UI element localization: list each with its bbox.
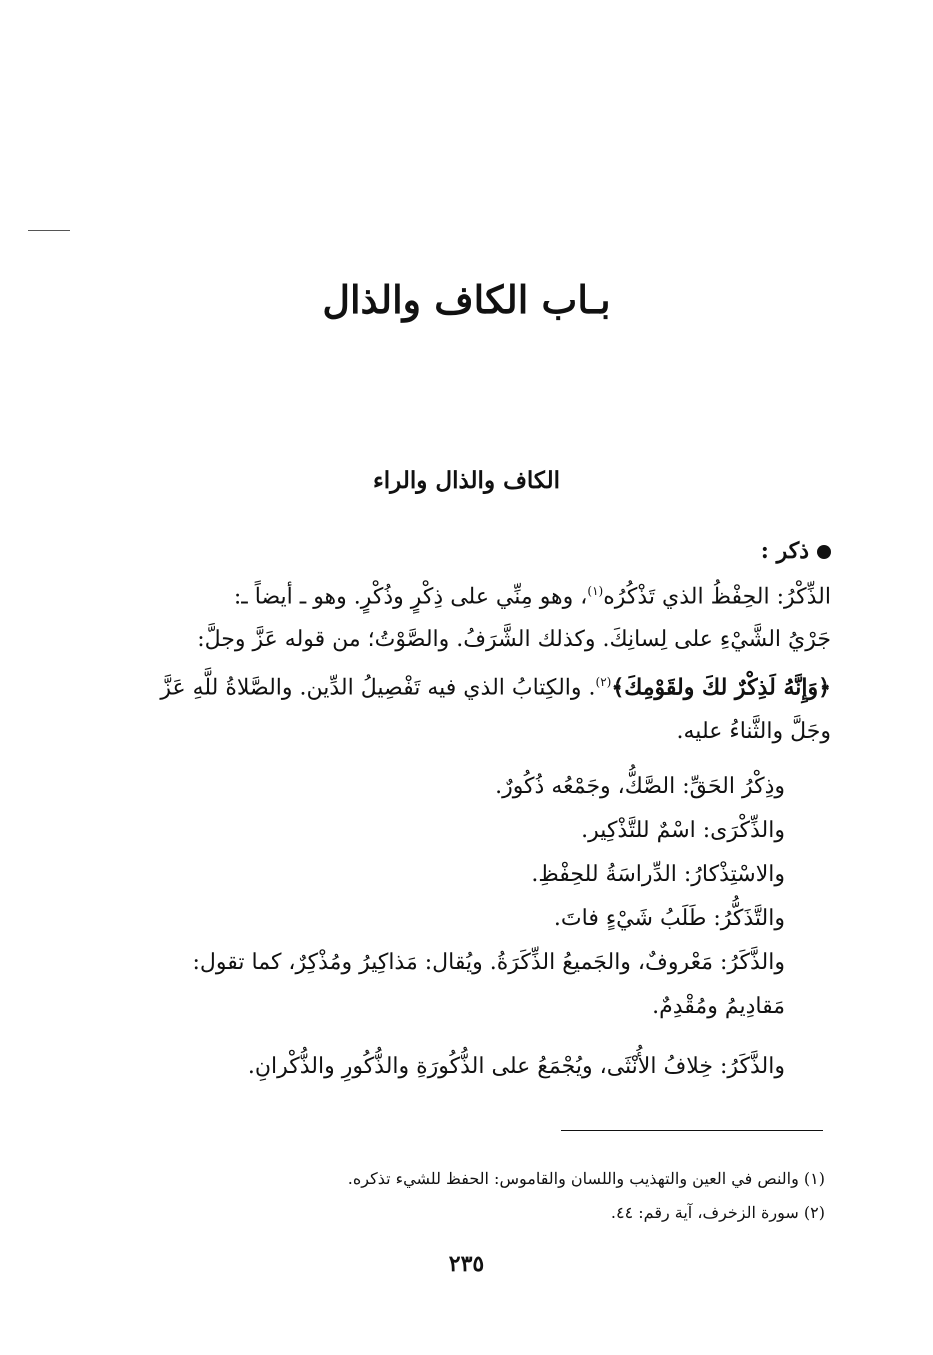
paragraph-line: جَرْيُ الشَّيْءِ على لِسانِكَ. وكذلك الشَّرَفُ. والصَّوْتُ؛ من قوله عَزَّ وجلَّ: xyxy=(197,627,831,653)
text-span: الذِّكْرُ: الحِفْظُ الذي تَذْكُرُه xyxy=(603,584,831,610)
footnote-ref: (٢) xyxy=(595,675,612,690)
footnote: (٢) سورة الزخرف، آية رقم: ٤٤. xyxy=(610,1203,825,1222)
sub-entry-line: والذِّكْرَى: اسْمٌ للتَّذْكِير. xyxy=(581,818,785,843)
sub-entry-line: والذَّكَرُ: مَعْروفٌ، والجَميعُ الذِّكَرَةُ. ويُقال: مَذاكِيرُ ومُذْكِرٌ، كما تقول: xyxy=(192,950,785,975)
sub-entry-line: مَقادِيمُ ومُقْدِمٌ. xyxy=(652,994,785,1019)
footnotes xyxy=(100,1162,825,1230)
sub-entry-line: والاسْتِذْكارُ: الدِّراسَةُ للحِفْظِ. xyxy=(531,862,785,887)
headword-text: ذكر : xyxy=(760,538,809,564)
page-number: ٢٣٥ xyxy=(448,1251,485,1277)
bullet-icon xyxy=(817,545,831,559)
chapter-title: بـاب الكاف والذال xyxy=(322,277,611,322)
section-title: الكاف والذال والراء xyxy=(372,467,561,494)
sub-entry-line: والتَّذَكُّرُ: طَلَبُ شَيْءٍ فاتَ. xyxy=(553,906,785,931)
paragraph-line xyxy=(100,570,831,618)
text-span: . والكِتابُ الذي فيه تَفْصِيلُ الدِّين. والصَّلاةُ للَّهِ عَزَّ xyxy=(160,675,596,701)
footnote-divider xyxy=(561,1130,823,1131)
sub-entry-line: وذِكْرُ الحَقِّ: الصَّكُّ، وجَمْعُه ذُكُورٌ. xyxy=(495,774,785,799)
paragraph-line xyxy=(100,661,831,709)
quran-quote: ﴿وَإِنَّهُ لَذِكْرٌ لكَ ولقَوْمِكَ﴾ xyxy=(611,674,831,701)
text-span: ، وهو مِنِّي على ذِكْرٍ وذُكْرٍ. وهو ـ أيضاً ـ: xyxy=(233,584,588,610)
footnote-ref: (١) xyxy=(587,584,604,598)
final-paragraph: والذَّكَرُ: خِلافُ الأُنْثَى، ويُجْمَعُ على الذُّكُورَةِ والذُّكُورِ والذُّكْرانِ. xyxy=(247,1054,785,1079)
entry-headword xyxy=(100,530,831,573)
footnote: (١) والنص في العين والتهذيب واللسان والقاموس: الحفظ للشيء تذكره. xyxy=(347,1169,825,1188)
sub-entries xyxy=(100,765,785,1029)
definition-paragraph xyxy=(100,570,831,753)
margin-mark xyxy=(28,230,70,231)
paragraph-line: وجَلَّ والثَّناءُ عليه. xyxy=(676,718,831,744)
